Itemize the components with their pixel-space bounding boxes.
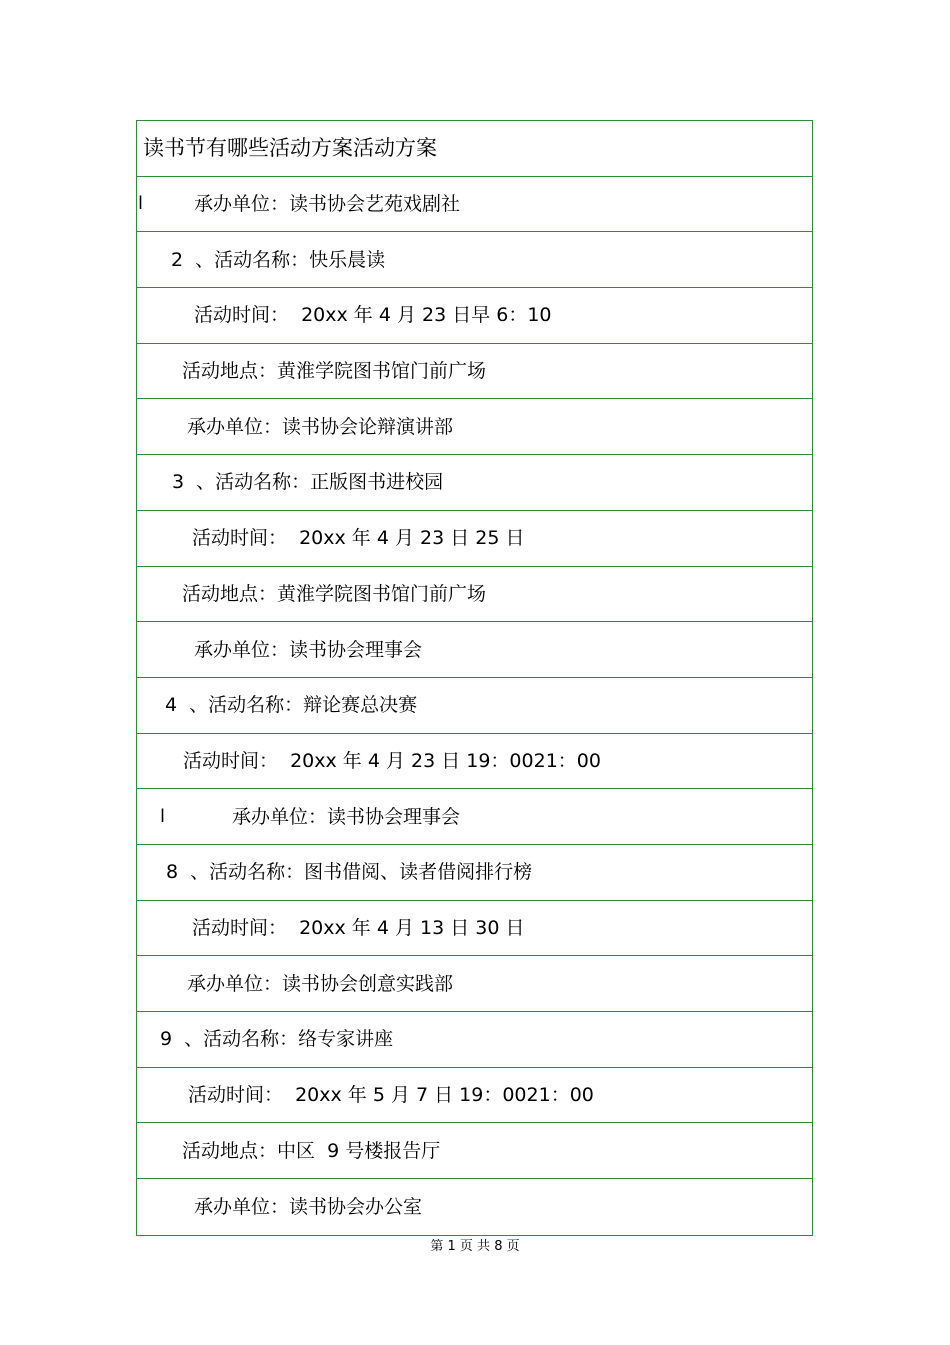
table-row bbox=[137, 734, 812, 790]
table-row bbox=[137, 288, 812, 344]
row-text: 活动时间： 20xx 年 4 月 23 日 25 日 bbox=[192, 527, 525, 550]
table-row bbox=[137, 956, 812, 1012]
table-row bbox=[137, 177, 812, 233]
row-text: 活动时间： 20xx 年 4 月 23 日早 6：10 bbox=[194, 304, 552, 327]
table-row bbox=[137, 678, 812, 734]
row-text: 承办单位：读书协会艺苑戏剧社 bbox=[194, 193, 461, 216]
table-row bbox=[137, 344, 812, 400]
table-row bbox=[137, 1068, 812, 1124]
table-row bbox=[137, 1179, 812, 1235]
row-text: 承办单位：读书协会理事会 bbox=[194, 638, 423, 661]
table-row bbox=[137, 1012, 812, 1068]
row-text: 活动时间： 20xx 年 5 月 7 日 19：0021：00 bbox=[188, 1084, 594, 1107]
row-text: 活动时间： 20xx 年 4 月 23 日 19：0021：00 bbox=[183, 749, 601, 772]
table-row bbox=[137, 567, 812, 623]
row-text: 活动地点：黄淮学院图书馆门前广场 bbox=[182, 582, 487, 605]
row-marker: l bbox=[138, 193, 144, 215]
row-text: 承办单位：读书协会论辩演讲部 bbox=[187, 415, 454, 438]
row-text: 9 、活动名称：络专家讲座 bbox=[160, 1028, 394, 1051]
row-text: 承办单位：读书协会办公室 bbox=[194, 1195, 423, 1218]
table-row bbox=[137, 845, 812, 901]
row-text: 承办单位：读书协会创意实践部 bbox=[187, 972, 454, 995]
table-row bbox=[137, 455, 812, 511]
table-row bbox=[137, 1123, 812, 1179]
document-title: 读书节有哪些活动方案活动方案 bbox=[143, 136, 437, 161]
table-row bbox=[137, 789, 812, 845]
page-number-footer: 第 1 页 共 8 页 bbox=[430, 1239, 520, 1254]
row-text: 活动地点：黄淮学院图书馆门前广场 bbox=[182, 360, 487, 383]
table-row bbox=[137, 901, 812, 957]
row-text: 承办单位：读书协会理事会 bbox=[232, 805, 461, 828]
row-text: 3 、活动名称：正版图书进校园 bbox=[172, 471, 444, 494]
row-marker: l bbox=[160, 805, 166, 827]
row-text: 活动地点：中区 9 号楼报告厅 bbox=[182, 1139, 441, 1162]
table-row bbox=[137, 622, 812, 678]
row-text: 4 、活动名称：辩论赛总决赛 bbox=[165, 694, 418, 717]
table-row-title bbox=[137, 121, 812, 177]
activity-table bbox=[136, 120, 813, 1236]
table-row bbox=[137, 399, 812, 455]
row-text: 8 、活动名称：图书借阅、读者借阅排行榜 bbox=[166, 861, 533, 884]
table-row bbox=[137, 232, 812, 288]
table-row bbox=[137, 511, 812, 567]
row-text: 2 、活动名称：快乐晨读 bbox=[171, 248, 386, 271]
row-text: 活动时间： 20xx 年 4 月 13 日 30 日 bbox=[192, 916, 525, 939]
